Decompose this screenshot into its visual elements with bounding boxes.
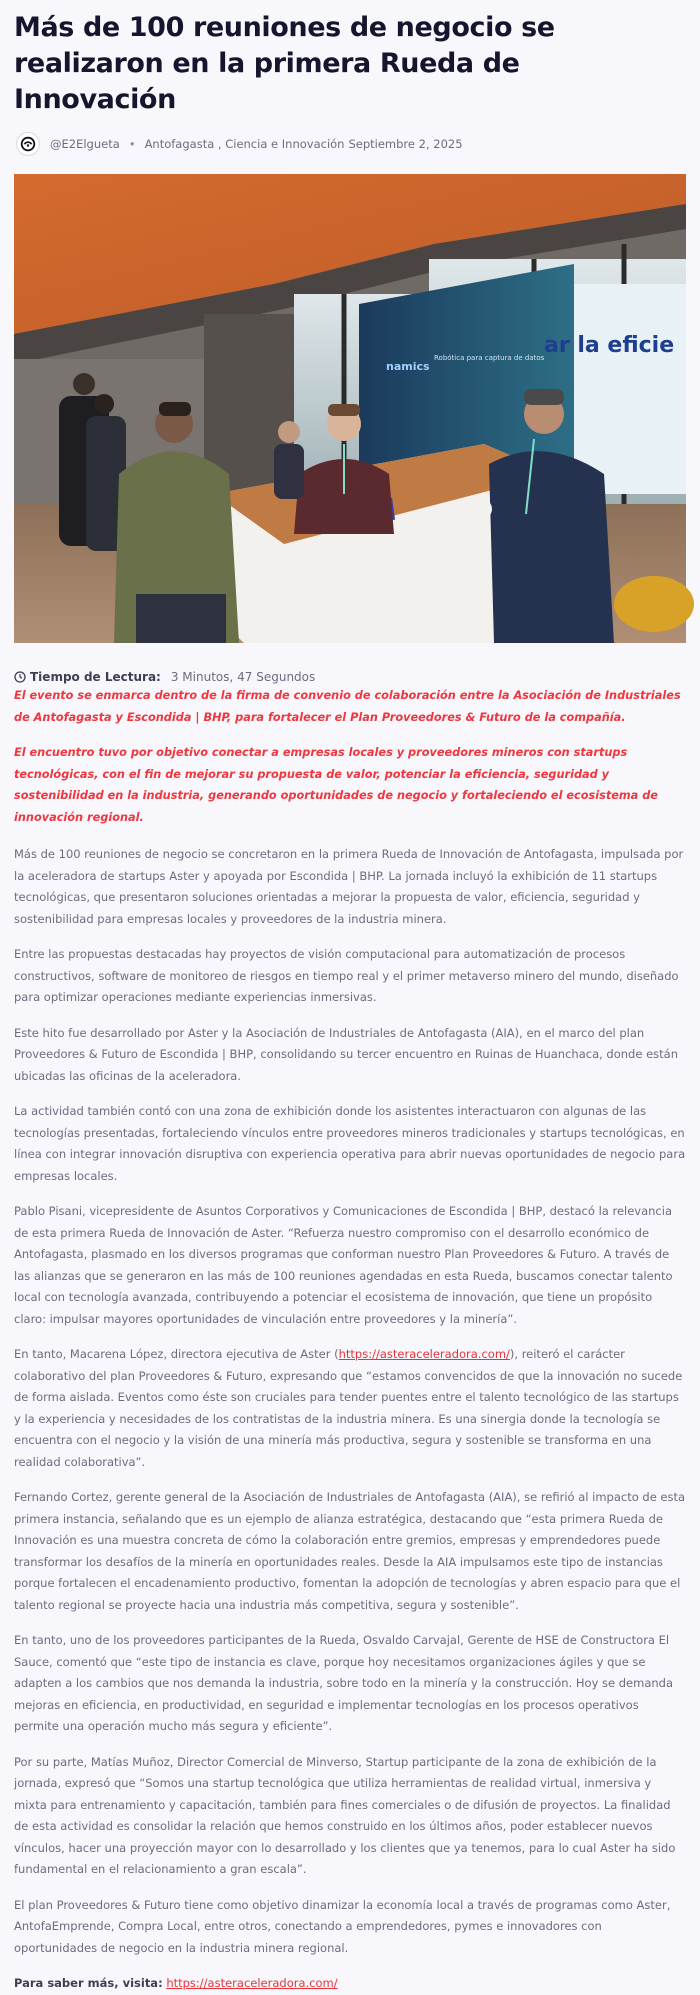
more-info-label: Para saber más, visita: [14,1976,163,1990]
hero-screen-brand: namics [386,360,430,373]
body-paragraph: Más de 100 reuniones de negocio se concretaron en la primera Rueda de Innovación de Antofagasta, impulsada por la aceleradora de startups Aster y apoyada por Escondida | BHP. La jornada incluyó la exhibición de 11 startups tecnológicas, que presentaron soluciones orientadas a mejorar la propuesta de valor, eficiencia, seguridad y sostenibilidad para empresas locales y proveedores de la industria minera. [14,847,684,926]
reading-time [14,670,686,684]
category-link[interactable]: Antofagasta , Ciencia e Innovación [144,137,345,151]
paragraph-text: ), reiteró el carácter colaborativo del plan Proveedores & Futuro, expresando que “estamos convencidos de que la innovación no sucede de forma aislada. Eventos como éste son cruciales para tender puentes entre el talento tecnológico de las startups y la experiencia y necesidades de los contratistas de la industria minera. Es una sinergia donde la tecnología se encuentra con el negocio y la visión de una minería más productiva, segura y sostenible se transforma en una realidad colaborativa”. [14,1347,683,1469]
body-paragraph: Por su parte, Matías Muñoz, Director Comercial de Minverso, Startup participante de la zona de exhibición de la jornada, expresó que “Somos una startup tecnológica que utiliza herramientas de realidad virtual, inmersiva y mixta para entrenamiento y capacitación, también para fines comerciales o de difusión de proyectos. La finalidad de esta actividad es consolidar la relación que hemos construido en los últimos años, poder establecer nuevos vínculos, hacer una proyección mayor con lo desarrollado y los clientes que ya tenemos, para lo cual Aster ha sido fundamental en el relacionamiento a gran escala”. [14,1754,676,1876]
body-paragraph [14,1344,686,1473]
meta-separator: • [128,137,136,151]
body-paragraph: El plan Proveedores & Futuro tiene como objetivo dinamizar la economía local a través de programas como Aster, AntofaEmprende, Compra Local, entre otros, conectando a emprendedores, pymes e innovadores con oportunidades de negocio en la industria minera regional. [14,1897,671,1955]
reading-time-label: Tiempo de Lectura: [30,670,161,684]
lead-paragraph-1: El evento se enmarca dentro de la firma de convenio de colaboración entre la Asociación de Industriales de Antofagasta y Escondida | BHP, para fortalecer el Plan Proveedores & Futuro de la compañía. [14,689,681,724]
body-paragraph: Fernando Cortez, gerente general de la Asociación de Industriales de Antofagasta (AIA), se refirió al impacto de esta primera instancia, señalando que es un ejemplo de alianza estratégica, destacando que “esta primera Rueda de Innovación es una muestra concreta de cómo la colaboración entre gremios, empresas y emprendedores puede transformar los desafíos de la minería en oportunidades reales. Desde la AIA impulsamos este tipo de instancias porque fortalecen el encadenamiento productivo, fomentan la adopción de tecnologías y abren espacio para que el talento regional se proyecte hacia una industria más competitiva, segura y sostenible”. [14,1490,686,1612]
hero-banner-text: ar la eficie [544,333,675,358]
reading-time-value: 3 Minutos, 47 Segundos [170,670,316,684]
hero-screen-text: Robótica para captura de datos [434,354,545,362]
body-paragraph: Entre las propuestas destacadas hay proyectos de visión computacional para automatización de procesos constructivos, software de monitoreo de riesgos en tiempo real y el primer metaverso minero del mundo, diseñado para optimizar operaciones mediante experiencias inmersivas. [14,947,679,1004]
article-meta [14,130,686,158]
aster-link[interactable]: https://asteraceleradora.com/ [338,1347,510,1361]
article-body [14,844,686,1959]
more-info [14,1973,686,1995]
publish-date: Septiembre 2, 2025 [348,137,463,151]
logo-icon [20,136,36,152]
author-avatar[interactable] [16,132,40,156]
body-paragraph: En tanto, uno de los proveedores participantes de la Rueda, Osvaldo Carvajal, Gerente de HSE de Constructora El Sauce, comentó que “este tipo de instancia es clave, porque hoy necesitamos organizaciones ágiles y que se adapten a los cambios que nos demanda la industria, sobre todo en la minería y la construcción. Hoy se demanda mejoras en eficiencia, en productividad, en seguridad e implementar tecnologías en los procesos operativos permite una operación mucho más segura y eficiente”. [14,1633,674,1733]
paragraph-text: En tanto, Macarena López, directora ejecutiva de Aster ( [14,1347,339,1361]
body-paragraph: Pablo Pisani, vicepresidente de Asuntos Corporativos y Comunicaciones de Escondida | BHP, destacó la relevancia de esta primera Rueda de Innovación de Aster. “Refuerza nuestro compromiso con el desarrollo económico de Antofagasta, plasmado en los diversos programas que conforman nuestro Plan Proveedores & Futuro. A través de las alianzas que se generaron en las más de 100 reuniones agendadas en esta Rueda, buscamos conectar talento local con tecnología avanzada, contribuyendo a potenciar el ecosistema de innovación, que tiene un propósito claro: impulsar mayores oportunidades de vinculación entre proveedores y la minería”. [14,1204,673,1326]
body-paragraph: La actividad también contó con una zona de exhibición donde los asistentes interactuaron con algunas de las tecnologías presentadas, fortaleciendo vínculos entre proveedores mineros tradicionales y startups tecnológicas, en línea con integrar innovación disruptiva con experiencia operativa para abrir nuevas oportunidades de negocio para empresas locales. [14,1104,686,1183]
body-paragraph: Este hito fue desarrollado por Aster y la Asociación de Industriales de Antofagasta (AIA), en el marco del plan Proveedores & Futuro de Escondida | BHP, consolidando su tercer encuentro en Ruinas de Huanchaca, donde están ubicadas las oficinas de la aceleradora. [14,1025,678,1083]
article-title: Más de 100 reuniones de negocio se realizaron en la primera Rueda de Innovación [14,12,555,115]
more-info-link[interactable]: https://asteraceleradora.com/ [166,1976,338,1990]
hero-image [14,174,686,643]
clock-icon [14,671,26,683]
lead-paragraph-2: El encuentro tuvo por objetivo conectar a empresas locales y proveedores mineros con startups tecnológicas, con el fin de mejorar su propuesta de valor, potenciar la eficiencia, seguridad y sostenibilidad en la industria, generando oportunidades de negocio y fortaleciendo el ecosistema de innovación regional. [14,746,658,824]
author-link[interactable]: @E2Elgueta [50,137,120,151]
